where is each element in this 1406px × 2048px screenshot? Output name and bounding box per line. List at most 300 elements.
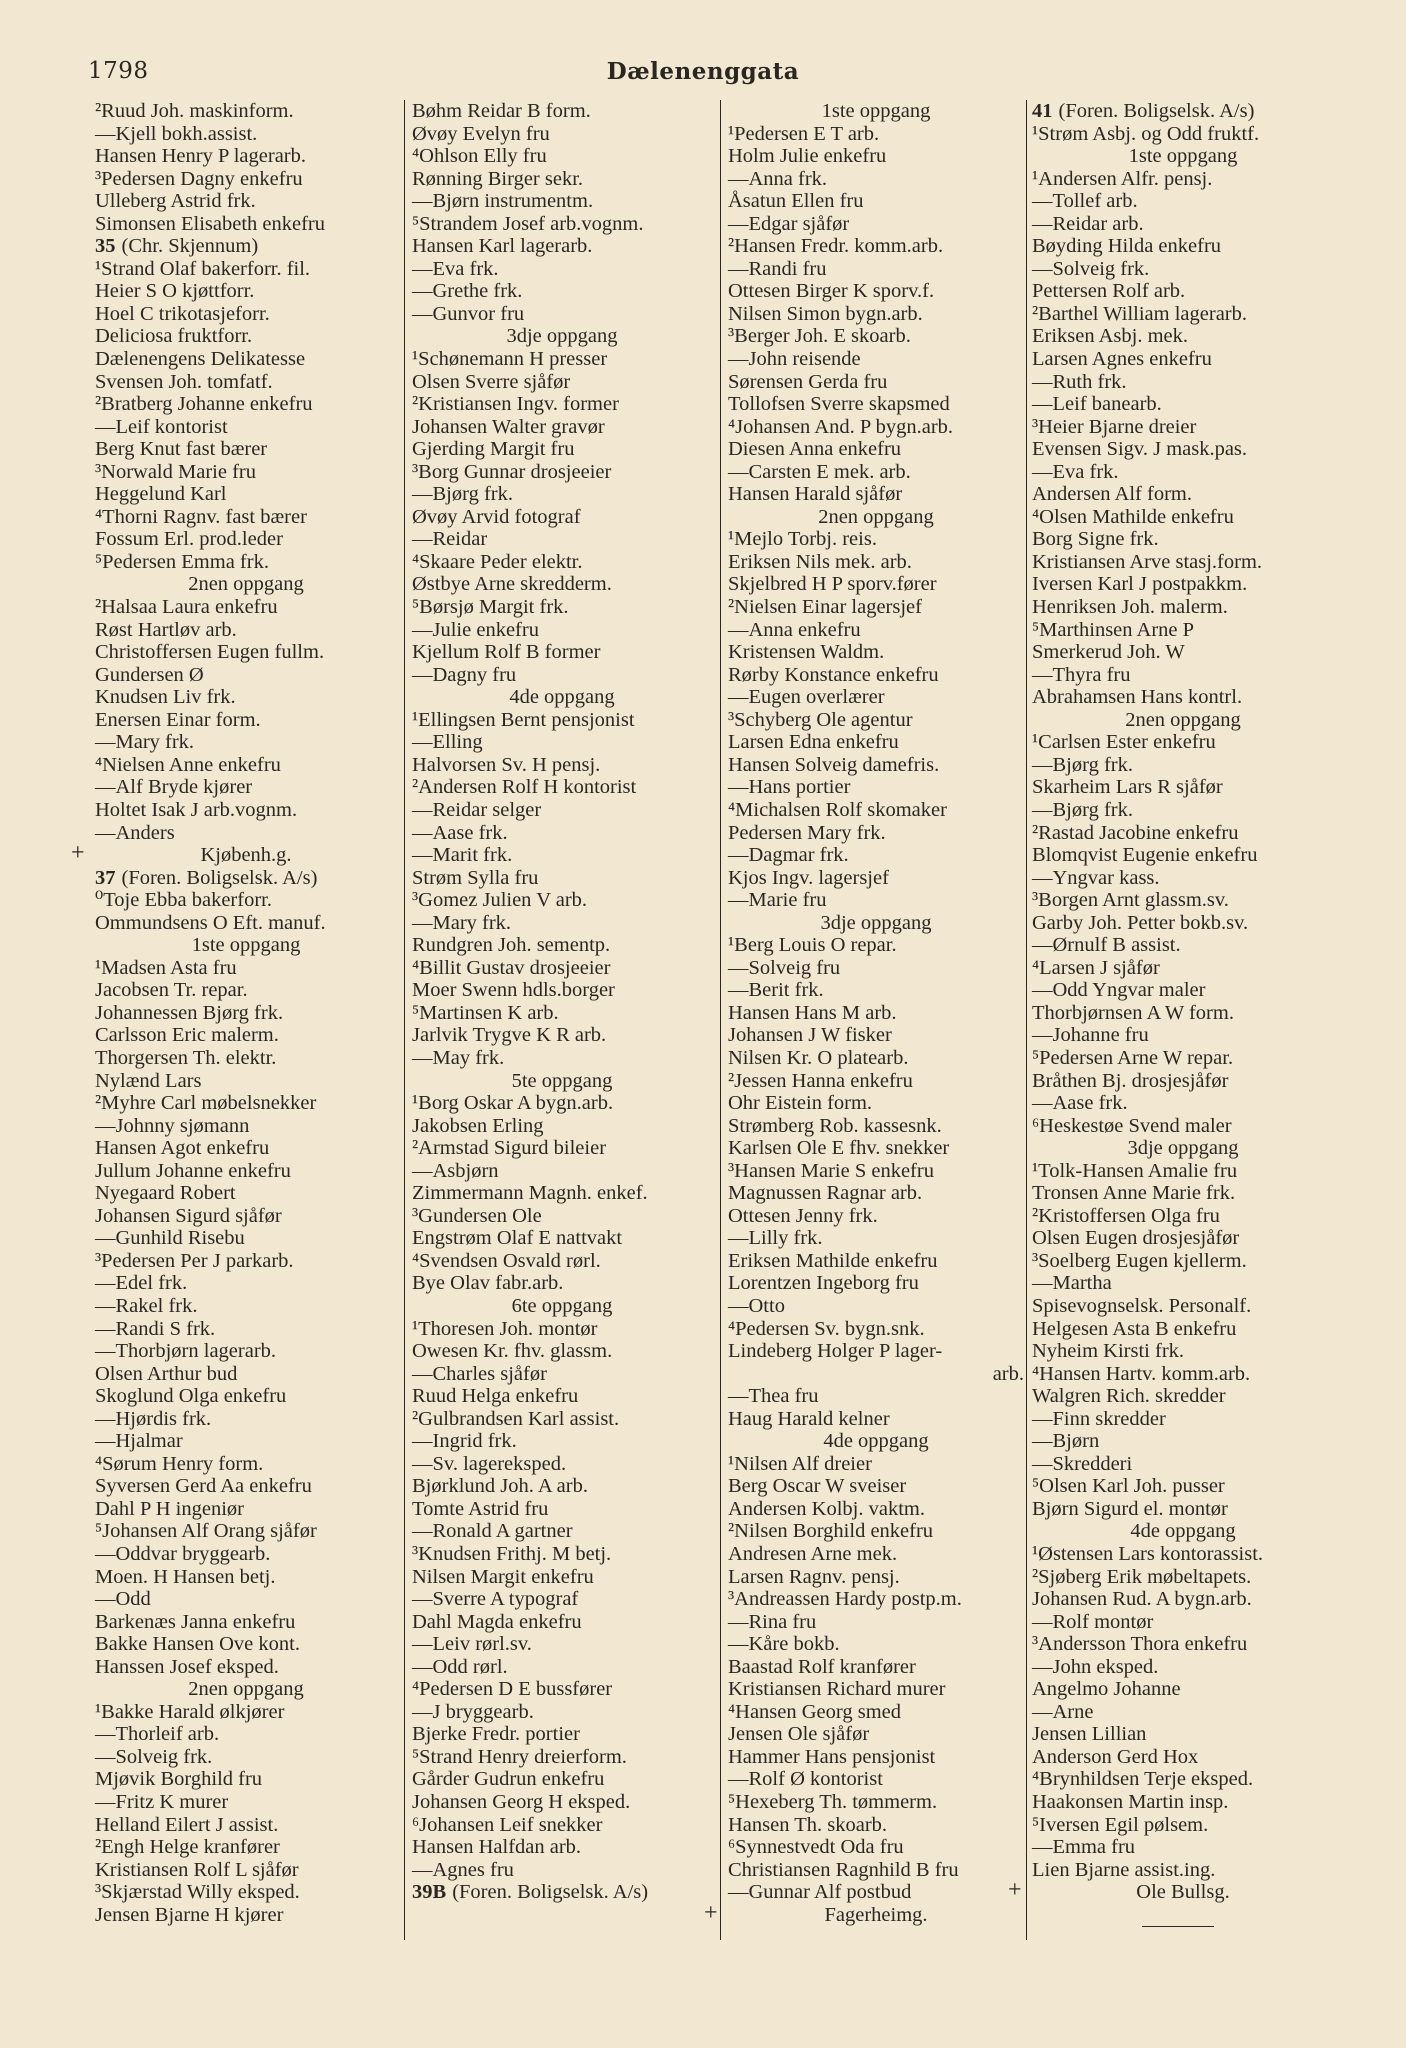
entry-text: 1ste oppgang bbox=[821, 100, 931, 122]
entry-text: ⁴Pedersen Sv. bygn.snk. bbox=[728, 1317, 925, 1340]
directory-entry bbox=[728, 979, 1024, 1002]
directory-entry bbox=[95, 303, 397, 326]
entry-text: Skjelbred H P sporv.fører bbox=[728, 573, 937, 596]
directory-entry bbox=[728, 1024, 1024, 1047]
directory-entry bbox=[95, 438, 397, 461]
directory-entry bbox=[95, 168, 397, 191]
entry-text: ¹Carlsen Ester enkefru bbox=[1032, 731, 1216, 754]
entry-text: ¹Ellingsen Bernt pensjonist bbox=[412, 708, 635, 731]
cross-reference-marker: + bbox=[1008, 1877, 1022, 1904]
entry-text: ⁶Synnestvedt Oda fru bbox=[728, 1836, 904, 1859]
directory-entry bbox=[95, 213, 397, 236]
entry-text: —Emma fru bbox=[1032, 1836, 1136, 1859]
entry-text: Heier S O kjøttforr. bbox=[95, 280, 255, 303]
entry-text: ²Jessen Hanna enkefru bbox=[728, 1069, 913, 1092]
directory-entry bbox=[728, 1272, 1024, 1295]
entry-text: —Bjørn instrumentm. bbox=[412, 190, 594, 213]
entry-text: ⁵Pedersen Arne W repar. bbox=[1032, 1046, 1234, 1069]
directory-entry bbox=[95, 145, 397, 168]
entry-text: ⁵Hexeberg Th. tømmerm. bbox=[728, 1791, 938, 1814]
section-heading bbox=[412, 686, 712, 709]
entry-text: ¹Madsen Asta fru bbox=[95, 956, 237, 979]
entry-text: ³Berger Joh. E skoarb. bbox=[728, 325, 911, 348]
entry-text: ¹Østensen Lars kontorassist. bbox=[1032, 1543, 1264, 1565]
entry-text: —Solveig frk. bbox=[1032, 257, 1150, 280]
directory-entry bbox=[1032, 1430, 1334, 1453]
entry-text: —Leif banearb. bbox=[1032, 393, 1162, 416]
directory-entry bbox=[728, 528, 1024, 551]
entry-text: —Ronald A gartner bbox=[412, 1520, 573, 1543]
directory-entry bbox=[95, 1633, 397, 1656]
entry-text: ¹Pedersen E T arb. bbox=[728, 122, 880, 145]
entry-text: ³Knudsen Frithj. M betj. bbox=[412, 1543, 612, 1565]
directory-entry bbox=[728, 168, 1024, 191]
entry-text: ¹Borg Oskar A bygn.arb. bbox=[412, 1092, 614, 1115]
entry-text: —Edgar sjåfør bbox=[728, 212, 850, 235]
entry-text: Enersen Einar form. bbox=[95, 708, 261, 731]
entry-text: ⁴Svendsen Osvald rørl. bbox=[412, 1249, 601, 1272]
directory-entry bbox=[412, 1092, 712, 1115]
entry-text: 4de oppgang bbox=[1130, 1520, 1236, 1543]
entry-text: ¹Andersen Alfr. pensj. bbox=[1032, 167, 1213, 190]
entry-text: —Randi S frk. bbox=[95, 1317, 216, 1340]
directory-entry bbox=[95, 1182, 397, 1205]
directory-entry bbox=[95, 619, 397, 642]
entry-text: —J bryggearb. bbox=[412, 1700, 534, 1723]
directory-entry bbox=[1032, 1453, 1334, 1476]
entry-text: —Sv. lagereksped. bbox=[412, 1452, 567, 1475]
entry-text: Tronsen Anne Marie frk. bbox=[1032, 1182, 1236, 1205]
section-heading bbox=[728, 100, 1024, 123]
entry-text: —Marit frk. bbox=[412, 844, 513, 867]
directory-entry bbox=[728, 1633, 1024, 1656]
directory-entry bbox=[1032, 1475, 1334, 1498]
directory-entry bbox=[728, 1768, 1024, 1791]
directory-entry bbox=[412, 709, 712, 732]
directory-entry bbox=[728, 799, 1024, 822]
entry-text: ⁴Hansen Georg smed bbox=[728, 1700, 902, 1723]
directory-entry bbox=[95, 799, 397, 822]
entry-text: 3dje oppgang bbox=[820, 911, 932, 934]
directory-entry bbox=[728, 1182, 1024, 1205]
entry-text: Nylænd Lars bbox=[95, 1069, 202, 1092]
directory-entry bbox=[412, 280, 712, 303]
entry-text: ⁵Olsen Karl Joh. pusser bbox=[1032, 1475, 1225, 1498]
cross-reference-marker: + bbox=[71, 840, 85, 867]
entry-text: —Lilly frk. bbox=[728, 1227, 823, 1250]
directory-entry bbox=[728, 1092, 1024, 1115]
directory-entry bbox=[728, 596, 1024, 619]
entry-text: Christiansen Ragnhild B fru bbox=[728, 1858, 959, 1881]
entry-text: Hansen Th. skoarb. bbox=[728, 1813, 888, 1836]
entry-text: Larsen Agnes enkefru bbox=[1032, 348, 1212, 371]
section-heading bbox=[412, 1070, 712, 1093]
entry-text: Olsen Sverre sjåfør bbox=[412, 370, 571, 393]
entry-text: Åsatun Ellen fru bbox=[728, 190, 864, 213]
directory-entry bbox=[95, 1859, 397, 1882]
directory-entry bbox=[412, 1498, 712, 1521]
directory-entry bbox=[95, 1295, 397, 1318]
directory-entry bbox=[412, 573, 712, 596]
directory-entry bbox=[728, 1814, 1024, 1837]
entry-text: Nyegaard Robert bbox=[95, 1182, 236, 1205]
directory-entry bbox=[728, 934, 1024, 957]
house-number: 37 bbox=[95, 866, 116, 889]
directory-entry bbox=[728, 822, 1024, 845]
directory-entry bbox=[412, 348, 712, 371]
entry-text: ¹Nilsen Alf dreier bbox=[728, 1452, 872, 1475]
directory-entry bbox=[95, 664, 397, 687]
directory-entry bbox=[728, 1137, 1024, 1160]
entry-text: Kristiansen Arve stasj.form. bbox=[1032, 550, 1263, 573]
directory-entry bbox=[412, 1047, 712, 1070]
entry-text: Eriksen Nils mek. arb. bbox=[728, 550, 912, 573]
directory-entry bbox=[1032, 619, 1334, 642]
directory-entry bbox=[412, 1385, 712, 1408]
directory-entry bbox=[728, 1520, 1024, 1543]
entry-text: ²Engh Helge kranfører bbox=[95, 1836, 280, 1859]
entry-text: Hansen Halfdan arb. bbox=[412, 1836, 582, 1859]
entry-text: Berg Oscar W sveiser bbox=[728, 1475, 907, 1498]
entry-text: Jakobsen Erling bbox=[412, 1114, 544, 1137]
directory-entry bbox=[1032, 190, 1334, 213]
directory-entry bbox=[95, 1363, 397, 1386]
directory-entry bbox=[412, 551, 712, 574]
section-heading bbox=[1032, 709, 1334, 732]
directory-entry bbox=[95, 1814, 397, 1837]
entry-text: Heggelund Karl bbox=[95, 483, 227, 506]
directory-entry bbox=[412, 1656, 712, 1679]
entry-text: —Berit frk. bbox=[728, 979, 824, 1002]
directory-entry bbox=[95, 709, 397, 732]
entry-text: ²Sjøberg Erik møbeltapets. bbox=[1032, 1565, 1252, 1588]
entry-text: —Reidar bbox=[412, 528, 488, 551]
directory-entry bbox=[412, 1430, 712, 1453]
directory-entry bbox=[95, 123, 397, 146]
entry-text: —Aase frk. bbox=[412, 821, 508, 844]
entry-text: ²Gulbrandsen Karl assist. bbox=[412, 1407, 620, 1430]
directory-entry bbox=[95, 371, 397, 394]
directory-entry bbox=[1032, 686, 1334, 709]
entry-text: Rønning Birger sekr. bbox=[412, 167, 584, 190]
directory-entry bbox=[1032, 664, 1334, 687]
running-head: Dælenenggata bbox=[606, 58, 800, 85]
directory-entry bbox=[95, 1272, 397, 1295]
entry-text: —Alf Bryde kjører bbox=[95, 776, 253, 799]
entry-text: Thorgersen Th. elektr. bbox=[95, 1046, 277, 1069]
directory-entry bbox=[728, 303, 1024, 326]
directory-entry bbox=[412, 1566, 712, 1589]
directory-entry bbox=[728, 551, 1024, 574]
directory-entry bbox=[728, 889, 1024, 912]
entry-text: ³Gomez Julien V arb. bbox=[412, 889, 588, 912]
entry-text: Strøm Sylla fru bbox=[412, 866, 539, 889]
entry-text: Nilsen Simon bygn.arb. bbox=[728, 302, 923, 325]
directory-entry bbox=[728, 1859, 1024, 1882]
entry-text: —Charles sjåfør bbox=[412, 1362, 547, 1385]
directory-entry bbox=[95, 686, 397, 709]
directory-entry bbox=[1032, 1340, 1334, 1363]
entry-text: —Johanne fru bbox=[1032, 1024, 1149, 1047]
directory-entry bbox=[1032, 1723, 1334, 1746]
directory-entry bbox=[1032, 258, 1334, 281]
directory-entry bbox=[412, 1588, 712, 1611]
entry-text: Andresen Arne mek. bbox=[728, 1543, 898, 1565]
entry-text: ²Kristiansen Ingv. former bbox=[412, 393, 619, 416]
directory-entry bbox=[412, 596, 712, 619]
entry-text: Andersen Alf form. bbox=[1032, 483, 1192, 506]
directory-entry bbox=[95, 1453, 397, 1476]
entry-text: Helland Eilert J assist. bbox=[95, 1813, 279, 1836]
directory-entry bbox=[728, 1656, 1024, 1679]
entry-text: Jarlvik Trygve K R arb. bbox=[412, 1024, 607, 1047]
directory-entry bbox=[1032, 213, 1334, 236]
entry-text: 2nen oppgang bbox=[818, 505, 934, 528]
entry-text: ¹Strand Olaf bakerforr. fil. bbox=[95, 257, 311, 280]
directory-entry bbox=[1032, 1205, 1334, 1228]
entry-text: Diesen Anna enkefru bbox=[728, 438, 902, 461]
directory-entry bbox=[412, 1723, 712, 1746]
entry-text: Johansen Rud. A bygn.arb. bbox=[1032, 1588, 1252, 1611]
directory-entry bbox=[412, 258, 712, 281]
directory-entry bbox=[1032, 889, 1334, 912]
entry-text: —Skredderi bbox=[1032, 1452, 1133, 1475]
entry-text: 3dje oppgang bbox=[1127, 1137, 1239, 1160]
entry-text: Hanssen Josef eksped. bbox=[95, 1655, 279, 1678]
directory-entry bbox=[1032, 371, 1334, 394]
entry-text: Øvøy Arvid fotograf bbox=[412, 505, 581, 528]
directory-entry bbox=[95, 731, 397, 754]
directory-entry bbox=[95, 1543, 397, 1566]
directory-entry bbox=[728, 1363, 1024, 1386]
directory-entry bbox=[95, 416, 397, 439]
entry-text: 1ste oppgang bbox=[1128, 145, 1238, 168]
entry-text: Bøhm Reidar B form. bbox=[412, 100, 591, 122]
entry-text: Smerkerud Joh. W bbox=[1032, 641, 1185, 664]
entry-text: Bråthen Bj. drosjesjåfør bbox=[1032, 1069, 1229, 1092]
entry-text: 6te oppgang bbox=[511, 1294, 613, 1317]
entry-text: Moen. H Hansen betj. bbox=[95, 1565, 276, 1588]
directory-entry bbox=[1032, 1543, 1334, 1566]
entry-text: (Foren. Boligselsk. A/s) bbox=[121, 866, 318, 889]
directory-entry bbox=[95, 1430, 397, 1453]
directory-entry bbox=[412, 1160, 712, 1183]
directory-entry bbox=[1032, 461, 1334, 484]
entry-text: Hammer Hans pensjonist bbox=[728, 1745, 936, 1768]
directory-entry bbox=[728, 1070, 1024, 1093]
entry-text: 5te oppgang bbox=[511, 1069, 613, 1092]
entry-text: Hansen Agot enkefru bbox=[95, 1137, 270, 1160]
directory-entry bbox=[412, 235, 712, 258]
entry-text: Mjøvik Borghild fru bbox=[95, 1768, 263, 1791]
directory-entry bbox=[728, 258, 1024, 281]
entry-text: Johansen Sigurd sjåfør bbox=[95, 1204, 282, 1227]
entry-text: —Bjørg frk. bbox=[1032, 753, 1133, 776]
entry-text: Dælenengens Delikatesse bbox=[95, 348, 306, 371]
directory-entry bbox=[95, 596, 397, 619]
entry-text: Bjerke Fredr. portier bbox=[412, 1723, 580, 1746]
directory-entry bbox=[412, 1746, 712, 1769]
directory-entry bbox=[1032, 731, 1334, 754]
entry-text: ⁴Johansen And. P bygn.arb. bbox=[728, 415, 954, 438]
entry-text: ³Soelberg Eugen kjellerm. bbox=[1032, 1249, 1247, 1272]
directory-entry bbox=[412, 1859, 712, 1882]
entry-text: ⁵Iversen Egil pølsem. bbox=[1032, 1813, 1209, 1836]
entry-text: Jensen Ole sjåfør bbox=[728, 1723, 870, 1746]
directory-entry bbox=[1032, 957, 1334, 980]
directory-entry bbox=[412, 213, 712, 236]
directory-entry bbox=[728, 1385, 1024, 1408]
entry-text: —Edel frk. bbox=[95, 1272, 188, 1295]
entry-text: —Thyra fru bbox=[1032, 663, 1131, 686]
directory-entry bbox=[95, 100, 397, 123]
directory-entry bbox=[728, 1227, 1024, 1250]
entry-text: Johannessen Bjørg frk. bbox=[95, 1001, 284, 1024]
directory-entry bbox=[95, 776, 397, 799]
entry-text: (Chr. Skjennum) bbox=[121, 235, 259, 258]
entry-text: —Kåre bokb. bbox=[728, 1633, 840, 1656]
entry-text: ²Barthel William lagerarb. bbox=[1032, 302, 1247, 325]
entry-text: Larsen Ragnv. pensj. bbox=[728, 1565, 900, 1588]
entry-text: Spisevognselsk. Personalf. bbox=[1032, 1294, 1252, 1317]
directory-entry bbox=[95, 1723, 397, 1746]
directory-entry bbox=[1032, 483, 1334, 506]
entry-text: —Anna frk. bbox=[728, 167, 828, 190]
entry-text: Abrahamsen Hans kontrl. bbox=[1032, 686, 1243, 709]
entry-text: Eriksen Mathilde enkefru bbox=[728, 1249, 938, 1272]
entry-text: ¹Strøm Asbj. og Odd fruktf. bbox=[1032, 122, 1260, 145]
directory-entry bbox=[1032, 168, 1334, 191]
entry-text: Tollofsen Sverre skapsmed bbox=[728, 393, 950, 416]
directory-entry bbox=[728, 1453, 1024, 1476]
directory-entry bbox=[412, 1408, 712, 1431]
entry-text: 2nen oppgang bbox=[188, 573, 304, 596]
directory-entry bbox=[412, 731, 712, 754]
entry-text: —Ørnulf B assist. bbox=[1032, 934, 1181, 957]
entry-text: 4de oppgang bbox=[823, 1430, 929, 1453]
entry-text: Eriksen Asbj. mek. bbox=[1032, 325, 1189, 348]
directory-entry bbox=[95, 1250, 397, 1273]
directory-entry bbox=[1032, 1791, 1334, 1814]
entry-text: Bjørn Sigurd el. montør bbox=[1032, 1497, 1228, 1520]
directory-entry bbox=[412, 461, 712, 484]
directory-entry bbox=[412, 1543, 712, 1566]
entry-text: Larsen Edna enkefru bbox=[728, 731, 899, 754]
directory-entry bbox=[1032, 844, 1334, 867]
directory-entry bbox=[95, 258, 397, 281]
entry-text: Knudsen Liv frk. bbox=[95, 686, 236, 709]
directory-entry bbox=[1032, 1498, 1334, 1521]
directory-entry bbox=[1032, 1160, 1334, 1183]
directory-entry bbox=[1032, 1272, 1334, 1295]
entry-text: Jacobsen Tr. repar. bbox=[95, 979, 248, 1002]
directory-entry bbox=[728, 867, 1024, 890]
entry-text: Halvorsen Sv. H pensj. bbox=[412, 753, 601, 776]
entry-text: —Bjørg frk. bbox=[412, 483, 513, 506]
directory-entry bbox=[95, 754, 397, 777]
entry-text: ⁰Toje Ebba bakerforr. bbox=[95, 889, 272, 912]
entry-text: —Grethe frk. bbox=[412, 280, 523, 303]
entry-text: Tomte Astrid fru bbox=[412, 1497, 549, 1520]
directory-entry bbox=[728, 1746, 1024, 1769]
directory-entry bbox=[412, 1227, 712, 1250]
entry-text: Kristiansen Rolf L sjåfør bbox=[95, 1858, 299, 1881]
directory-entry bbox=[728, 957, 1024, 980]
column-divider bbox=[404, 100, 405, 1940]
directory-entry bbox=[95, 1768, 397, 1791]
directory-entry bbox=[1032, 799, 1334, 822]
directory-entry bbox=[728, 1678, 1024, 1701]
directory-entry bbox=[1032, 596, 1334, 619]
entry-text: ⁵Strandem Josef arb.vognm. bbox=[412, 212, 644, 235]
entry-text: Skarheim Lars R sjåfør bbox=[1032, 776, 1223, 799]
directory-entry bbox=[412, 1611, 712, 1634]
directory-entry bbox=[95, 393, 397, 416]
entry-text: Iversen Karl J postpakkm. bbox=[1032, 573, 1248, 596]
entry-text: 3dje oppgang bbox=[506, 325, 618, 348]
directory-entry bbox=[728, 1115, 1024, 1138]
directory-entry bbox=[1032, 1250, 1334, 1273]
directory-entry bbox=[412, 822, 712, 845]
directory-entry bbox=[1032, 325, 1334, 348]
directory-entry bbox=[412, 664, 712, 687]
entry-text: ²Kristoffersen Olga fru bbox=[1032, 1204, 1220, 1227]
house-number: 35 bbox=[95, 235, 116, 258]
directory-entry bbox=[412, 776, 712, 799]
entry-text: ³Norwald Marie fru bbox=[95, 460, 256, 483]
entry-text: Moer Swenn hdls.borger bbox=[412, 979, 615, 1002]
entry-text: —Elling bbox=[412, 731, 483, 754]
directory-entry bbox=[1032, 1678, 1334, 1701]
section-heading bbox=[95, 934, 397, 957]
directory-entry bbox=[412, 416, 712, 439]
entry-text: Karlsen Ole E fhv. snekker bbox=[728, 1137, 950, 1160]
entry-text: —Fritz K murer bbox=[95, 1791, 229, 1814]
entry-text: —Julie enkefru bbox=[412, 618, 539, 641]
directory-entry bbox=[412, 979, 712, 1002]
directory-entry bbox=[95, 1002, 397, 1025]
entry-text: Carlsson Eric malerm. bbox=[95, 1024, 279, 1047]
directory-entry bbox=[95, 1408, 397, 1431]
entry-text: —Odd rørl. bbox=[412, 1655, 508, 1678]
directory-entry bbox=[95, 1656, 397, 1679]
entry-text: ⁵Marthinsen Arne P bbox=[1032, 618, 1195, 641]
entry-text: ⁶Johansen Leif snekker bbox=[412, 1813, 603, 1836]
directory-entry bbox=[1032, 934, 1334, 957]
entry-text: Ole Bullsg. bbox=[1136, 1881, 1230, 1904]
entry-text: Bjørklund Joh. A arb. bbox=[412, 1475, 588, 1498]
entry-text: ²Ruud Joh. maskinform. bbox=[95, 100, 294, 122]
entry-text: Hansen Hans M arb. bbox=[728, 1001, 897, 1024]
directory-entry bbox=[1032, 1859, 1334, 1882]
entry-text: ²Andersen Rolf H kontorist bbox=[412, 776, 637, 799]
entry-text: Rundgren Joh. sementp. bbox=[412, 934, 611, 957]
directory-entry bbox=[412, 912, 712, 935]
directory-entry bbox=[728, 393, 1024, 416]
section-heading bbox=[95, 573, 397, 596]
directory-entry bbox=[1032, 867, 1334, 890]
directory-entry bbox=[728, 619, 1024, 642]
directory-entry bbox=[728, 1543, 1024, 1566]
entry-text: ⁴Nielsen Anne enkefru bbox=[95, 753, 281, 776]
directory-entry bbox=[412, 1363, 712, 1386]
entry-text: —Rolf montør bbox=[1032, 1610, 1154, 1633]
section-heading bbox=[71, 840, 397, 867]
directory-entry bbox=[412, 1791, 712, 1814]
entry-text: —Gunnar Alf postbud bbox=[728, 1881, 912, 1904]
entry-text: Østbye Arne skredderm. bbox=[412, 573, 612, 596]
entry-text: ²Nilsen Borghild enkefru bbox=[728, 1520, 934, 1543]
